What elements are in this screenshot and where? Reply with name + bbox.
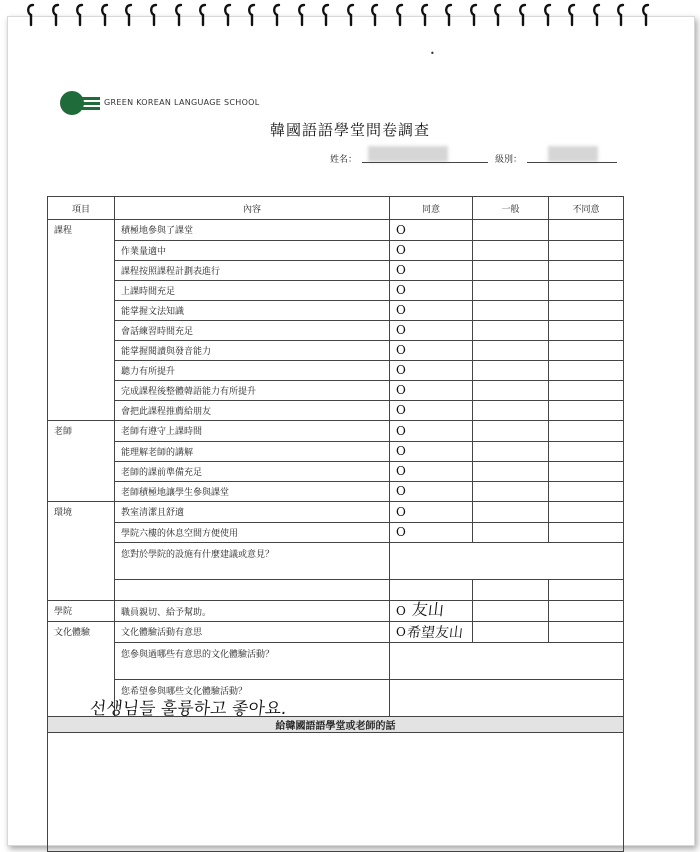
category-cell <box>48 340 115 360</box>
category-cell <box>48 240 115 260</box>
table-row <box>48 320 624 340</box>
category-cell <box>48 461 115 481</box>
disagree-cell <box>549 320 624 340</box>
category-cell: 環境 <box>48 502 115 523</box>
table-row-open-question <box>48 642 624 679</box>
question-cell: 作業量適中 <box>115 240 390 260</box>
stray-mark: • <box>430 49 435 58</box>
binding-ring <box>346 3 356 27</box>
category-cell: 學院 <box>48 601 115 622</box>
binding-ring <box>75 3 85 27</box>
neutral-cell <box>473 400 549 421</box>
category-cell <box>48 380 115 400</box>
category-cell <box>48 360 115 380</box>
agree-mark: O <box>390 220 473 241</box>
neutral-cell <box>473 220 549 241</box>
question-cell: 學院六樓的休息空間方便使用 <box>115 522 390 542</box>
disagree-cell <box>549 240 624 260</box>
neutral-cell <box>473 622 549 643</box>
open-answer-cell <box>390 642 624 679</box>
binding-ring <box>247 3 257 27</box>
disagree-cell <box>549 421 624 442</box>
agree-mark: O <box>390 240 473 260</box>
binding-ring <box>493 3 503 27</box>
agree-mark: O <box>390 280 473 300</box>
message-header: 給韓國語語學堂或老師的話 <box>48 716 624 732</box>
disagree-cell <box>549 380 624 400</box>
disagree-cell <box>549 360 624 380</box>
question-cell: 完成課程後整體韓語能力有所提升 <box>115 380 390 400</box>
question-cell: 能掌握閱讀與發音能力 <box>115 340 390 360</box>
binding-ring <box>370 3 380 27</box>
neutral-cell <box>473 360 549 380</box>
agree-mark: O <box>390 622 473 643</box>
table-row <box>48 421 624 442</box>
name-line <box>362 162 488 163</box>
class-redacted <box>548 146 598 162</box>
neutral-cell <box>473 300 549 320</box>
neutral-cell <box>473 481 549 502</box>
neutral-cell <box>473 441 549 461</box>
neutral-cell <box>473 421 549 442</box>
binding-ring <box>223 3 233 27</box>
column-header-neutral: 一般 <box>473 197 549 220</box>
binding-ring <box>444 3 454 27</box>
binding-ring <box>543 3 553 27</box>
spiral-binding <box>0 0 700 30</box>
table-row <box>48 220 624 241</box>
disagree-cell <box>549 601 624 622</box>
disagree-cell <box>549 280 624 300</box>
table-row <box>48 622 624 643</box>
category-cell <box>48 481 115 502</box>
disagree-cell <box>549 622 624 643</box>
disagree-cell <box>549 400 624 421</box>
binding-ring <box>51 3 61 27</box>
binding-ring <box>198 3 208 27</box>
binding-ring <box>149 3 159 27</box>
table-row <box>48 380 624 400</box>
category-cell <box>48 260 115 280</box>
agree-mark: O <box>390 461 473 481</box>
agree-mark: O <box>390 481 473 502</box>
disagree-cell <box>549 260 624 280</box>
table-row <box>48 340 624 360</box>
spacer-row <box>48 579 624 601</box>
question-cell: 教室清潔且舒適 <box>115 502 390 523</box>
table-row <box>48 300 624 320</box>
category-cell: 老師 <box>48 421 115 442</box>
category-cell: 文化體驗 <box>48 622 115 643</box>
binding-ring <box>518 3 528 27</box>
table-row <box>48 260 624 280</box>
spacer-cell <box>115 579 390 601</box>
binding-ring <box>174 3 184 27</box>
binding-ring <box>616 3 626 27</box>
handwritten-answer-wish: 希望友山 <box>406 625 464 641</box>
question-cell: 聽力有所提升 <box>115 360 390 380</box>
binding-ring <box>100 3 110 27</box>
survey-table <box>47 196 624 852</box>
agree-mark: O <box>390 320 473 340</box>
message-box <box>48 732 624 851</box>
name-label: 姓名： <box>330 155 358 165</box>
table-row <box>48 360 624 380</box>
question-cell: 職員親切、給予幫助。 <box>115 601 390 622</box>
neutral-cell <box>473 601 549 622</box>
binding-ring <box>26 3 36 27</box>
column-header-content: 內容 <box>115 197 390 220</box>
neutral-cell <box>473 502 549 523</box>
question-cell: 老師有遵守上課時間 <box>115 421 390 442</box>
disagree-cell <box>549 461 624 481</box>
disagree-cell <box>549 340 624 360</box>
category-cell <box>48 642 115 679</box>
table-row <box>48 601 624 622</box>
handwritten-answer-activity: 友山 <box>410 600 445 619</box>
question-cell: 能理解老師的講解 <box>115 441 390 461</box>
table-row <box>48 240 624 260</box>
category-cell <box>48 579 115 601</box>
agree-mark: O <box>390 601 473 622</box>
question-cell: 老師積極地讓學生參與課堂 <box>115 481 390 502</box>
binding-ring <box>567 3 577 27</box>
binding-ring <box>124 3 134 27</box>
question-cell: 會話練習時間充足 <box>115 320 390 340</box>
class-label: 級別： <box>495 155 523 165</box>
category-cell <box>48 300 115 320</box>
open-answer-cell <box>390 542 624 579</box>
neutral-cell <box>473 380 549 400</box>
category-cell <box>48 522 115 542</box>
school-name: GREEN KOREAN LANGUAGE SCHOOL <box>104 98 260 107</box>
spacer-cell <box>549 579 624 601</box>
agree-mark: O <box>390 400 473 421</box>
neutral-cell <box>473 320 549 340</box>
binding-ring <box>395 3 405 27</box>
handwritten-message: 선생님들 훌륭하고 좋아요. <box>88 699 288 719</box>
agree-mark: O <box>390 502 473 523</box>
disagree-cell <box>549 522 624 542</box>
open-question: 您希望參與哪些文化體驗活動？ <box>115 679 390 716</box>
binding-ring <box>297 3 307 27</box>
column-header-disagree: 不同意 <box>549 197 624 220</box>
binding-ring <box>321 3 331 27</box>
category-cell <box>48 280 115 300</box>
disagree-cell <box>549 300 624 320</box>
question-cell: 文化體驗活動有意思 <box>115 622 390 643</box>
open-question: 您參與過哪些有意思的文化體驗活動？ <box>115 642 390 679</box>
spacer-cell <box>473 579 549 601</box>
disagree-cell <box>549 220 624 241</box>
binding-ring <box>469 3 479 27</box>
table-row <box>48 441 624 461</box>
disagree-cell <box>549 481 624 502</box>
binding-ring <box>420 3 430 27</box>
column-header-item: 項目 <box>48 197 115 220</box>
form-title: 韓國語語學堂問卷調查 <box>269 121 430 139</box>
agree-mark: O <box>390 421 473 442</box>
question-cell: 積極地參與了課堂 <box>115 220 390 241</box>
school-logo-icon <box>58 90 102 116</box>
category-cell <box>48 441 115 461</box>
open-question: 您對於學院的設施有什麼建議或意見？ <box>115 542 390 579</box>
question-cell: 上課時間充足 <box>115 280 390 300</box>
class-line <box>527 162 617 163</box>
neutral-cell <box>473 340 549 360</box>
table-row <box>48 280 624 300</box>
agree-mark: O <box>390 380 473 400</box>
binding-ring <box>641 3 651 27</box>
neutral-cell <box>473 240 549 260</box>
table-row <box>48 522 624 542</box>
agree-mark: O <box>390 260 473 280</box>
category-cell <box>48 542 115 579</box>
category-cell <box>48 320 115 340</box>
agree-mark: O <box>390 340 473 360</box>
binding-ring <box>592 3 602 27</box>
question-cell: 課程按照課程計劃表進行 <box>115 260 390 280</box>
column-header-agree: 同意 <box>390 197 473 220</box>
category-cell: 課程 <box>48 220 115 241</box>
neutral-cell <box>473 461 549 481</box>
question-cell: 會把此課程推薦給朋友 <box>115 400 390 421</box>
neutral-cell <box>473 522 549 542</box>
disagree-cell <box>549 502 624 523</box>
table-row <box>48 461 624 481</box>
table-row-open-question <box>48 542 624 579</box>
binding-ring <box>272 3 282 27</box>
agree-mark: O <box>390 522 473 542</box>
table-row <box>48 481 624 502</box>
neutral-cell <box>473 280 549 300</box>
disagree-cell <box>549 441 624 461</box>
question-cell: 能掌握文法知識 <box>115 300 390 320</box>
table-row <box>48 400 624 421</box>
question-cell: 老師的課前準備充足 <box>115 461 390 481</box>
table-row <box>48 502 624 523</box>
agree-mark: O <box>390 300 473 320</box>
agree-mark: O <box>390 441 473 461</box>
name-redacted <box>368 146 448 162</box>
message-body-row <box>48 732 624 851</box>
neutral-cell <box>473 260 549 280</box>
agree-mark: O <box>390 360 473 380</box>
open-answer-cell <box>390 679 624 716</box>
category-cell <box>48 400 115 421</box>
